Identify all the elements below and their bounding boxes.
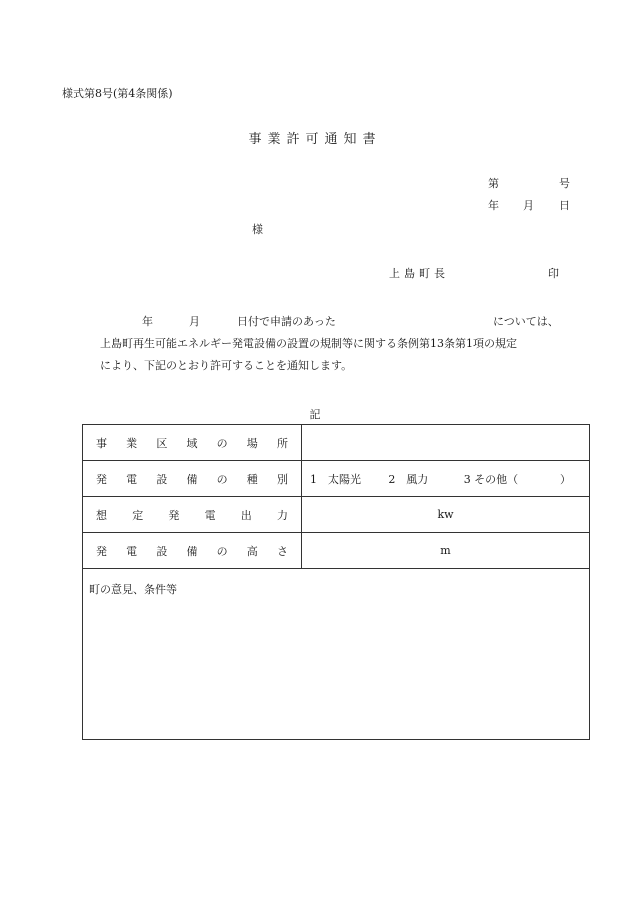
label-expected-output: 想 定 発 電 出 力 — [83, 497, 302, 533]
document-title: 事業許可通知書 — [248, 132, 382, 147]
comments-cell[interactable] — [83, 569, 590, 740]
value-business-area-location[interactable] — [302, 425, 590, 461]
comments-label: 町の意見、条件等 — [89, 583, 177, 596]
body-date-year: 年 — [142, 315, 153, 328]
table-row — [83, 461, 590, 497]
ki-heading: 記 — [309, 408, 321, 421]
doc-number-prefix: 第 — [488, 177, 499, 190]
doc-date-year: 年 — [488, 199, 499, 212]
option-solar[interactable]: 1 太陽光 — [310, 472, 361, 486]
option-other[interactable]: 3 その他（ — [463, 472, 519, 486]
table-row — [83, 425, 590, 461]
label-equipment-type: 発 電 設 備 の 種 別 — [83, 461, 302, 497]
doc-date-day: 日 — [559, 199, 570, 212]
value-equipment-height[interactable] — [302, 533, 590, 569]
table-row — [83, 533, 590, 569]
table-row — [83, 497, 590, 533]
label-equipment-height: 発 電 設 備 の 高 さ — [83, 533, 302, 569]
seal-mark: 印 — [548, 267, 559, 280]
addressee-honorific: 様 — [252, 223, 263, 236]
unit-m: m — [440, 544, 451, 557]
option-wind[interactable]: 2 風力 — [388, 472, 429, 486]
doc-number-suffix: 号 — [559, 177, 570, 190]
body-line3: により、下記のとおり許可することを通知します。 — [100, 359, 353, 372]
table-row — [83, 569, 590, 740]
issuer-title: 上島町長 — [389, 267, 449, 280]
doc-date-month: 月 — [523, 199, 534, 212]
value-equipment-type[interactable] — [302, 461, 590, 497]
unit-kw: kw — [437, 508, 454, 521]
value-expected-output[interactable] — [302, 497, 590, 533]
body-line2: 上島町再生可能エネルギー発電設備の設置の規制等に関する条例第13条第1項の規定 — [100, 337, 517, 350]
label-business-area-location: 事 業 区 域 の 場 所 — [83, 425, 302, 461]
body-date-suffix: 日付で申請のあった — [237, 315, 336, 328]
body-date-month: 月 — [189, 315, 200, 328]
details-table — [82, 424, 590, 740]
body-line1-tail: については、 — [493, 315, 559, 328]
form-number: 様式第8号(第4条関係) — [62, 87, 173, 100]
option-other-close: ） — [559, 472, 571, 486]
